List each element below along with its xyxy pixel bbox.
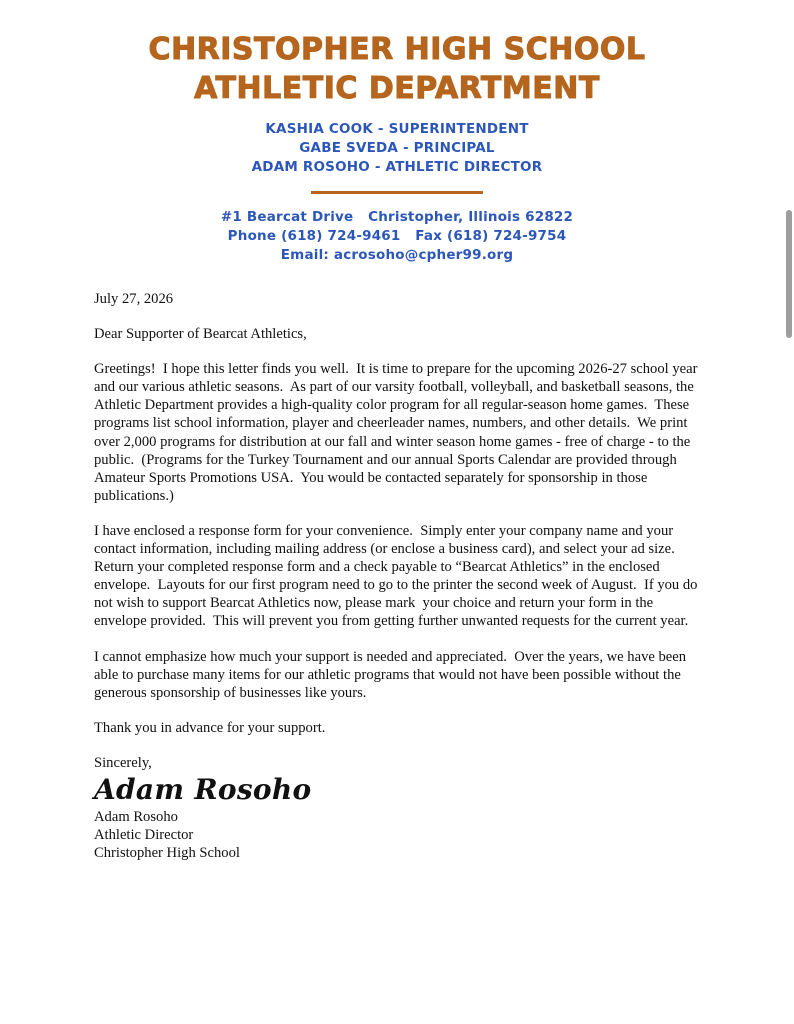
contact-info xyxy=(0,208,794,265)
staff-superintendent: KASHIA COOK - SUPERINTENDENT xyxy=(265,121,529,137)
letterhead-divider xyxy=(311,191,483,194)
letter-paragraph: Thank you in advance for your support. xyxy=(94,719,326,736)
letter-paragraph: I have enclosed a response form for your convenience. Simply enter your company name and your contact information, including mailing address (or enclose a business card), and select your ad size. Return your completed response form and a check payable to “Bearcat Athletics” in the enclosed envelope. Layouts for our first program need to go to the printer the second week of August. If you do not wish to support Bearcat Athletics now, please mark your choice and return your form in the envelope provided. This will prevent you from getting further unwanted requests for the current year. xyxy=(94,522,702,630)
letter-paragraph: Greetings! I hope this letter finds you well. It is time to prepare for the upcoming 2026-27 school year and our various athletic seasons. As part of our varsity football, volleyball, and basketball seasons, the Athletic Department provides a high-quality color program for all regular-season home games. These programs list school information, player and cheerleader names, numbers, and other details. We print over 2,000 programs for distribution at our fall and winter season home games - free of charge - to the public. (Programs for the Turkey Tournament and our annual Sports Calendar are provided through Amateur Sports Promotions USA. You would be contacted separately for sponsorship in those publications.) xyxy=(94,361,702,504)
staff-athletic-director: ADAM ROSOHO - ATHLETIC DIRECTOR xyxy=(251,159,543,175)
letter-closing: Sincerely, xyxy=(94,754,152,771)
contact-phone-fax: Phone (618) 724-9461 Fax (618) 724-9754 xyxy=(227,228,567,244)
contact-email: Email: acrosoho@cpher99.org xyxy=(280,247,514,263)
signer-title: Athletic Director xyxy=(94,827,194,844)
letterhead xyxy=(0,30,794,265)
letter-date: July 27, 2026 xyxy=(94,291,174,307)
staff-list xyxy=(0,120,794,177)
staff-principal: GABE SVEDA - PRINCIPAL xyxy=(299,140,495,156)
signature-block xyxy=(94,754,709,862)
signer-name: Adam Rosoho xyxy=(94,808,178,825)
contact-address: #1 Bearcat Drive Christopher, Illinois 62822 xyxy=(220,209,574,225)
school-title-line2: ATHLETIC DEPARTMENT xyxy=(194,71,600,106)
handwritten-signature: Adam Rosoho xyxy=(94,772,312,806)
letter-salutation: Dear Supporter of Bearcat Athletics, xyxy=(94,326,307,343)
signer-organization: Christopher High School xyxy=(94,845,240,862)
school-title-line1: CHRISTOPHER HIGH SCHOOL xyxy=(148,32,646,67)
letter-body xyxy=(94,290,709,862)
vertical-scrollbar[interactable] xyxy=(786,210,792,338)
letter-paragraph: I cannot emphasize how much your support is needed and appreciated. Over the years, we have been able to purchase many items for our athletic programs that would not have been possible without the generous sponsorship of businesses like yours. xyxy=(94,648,690,701)
